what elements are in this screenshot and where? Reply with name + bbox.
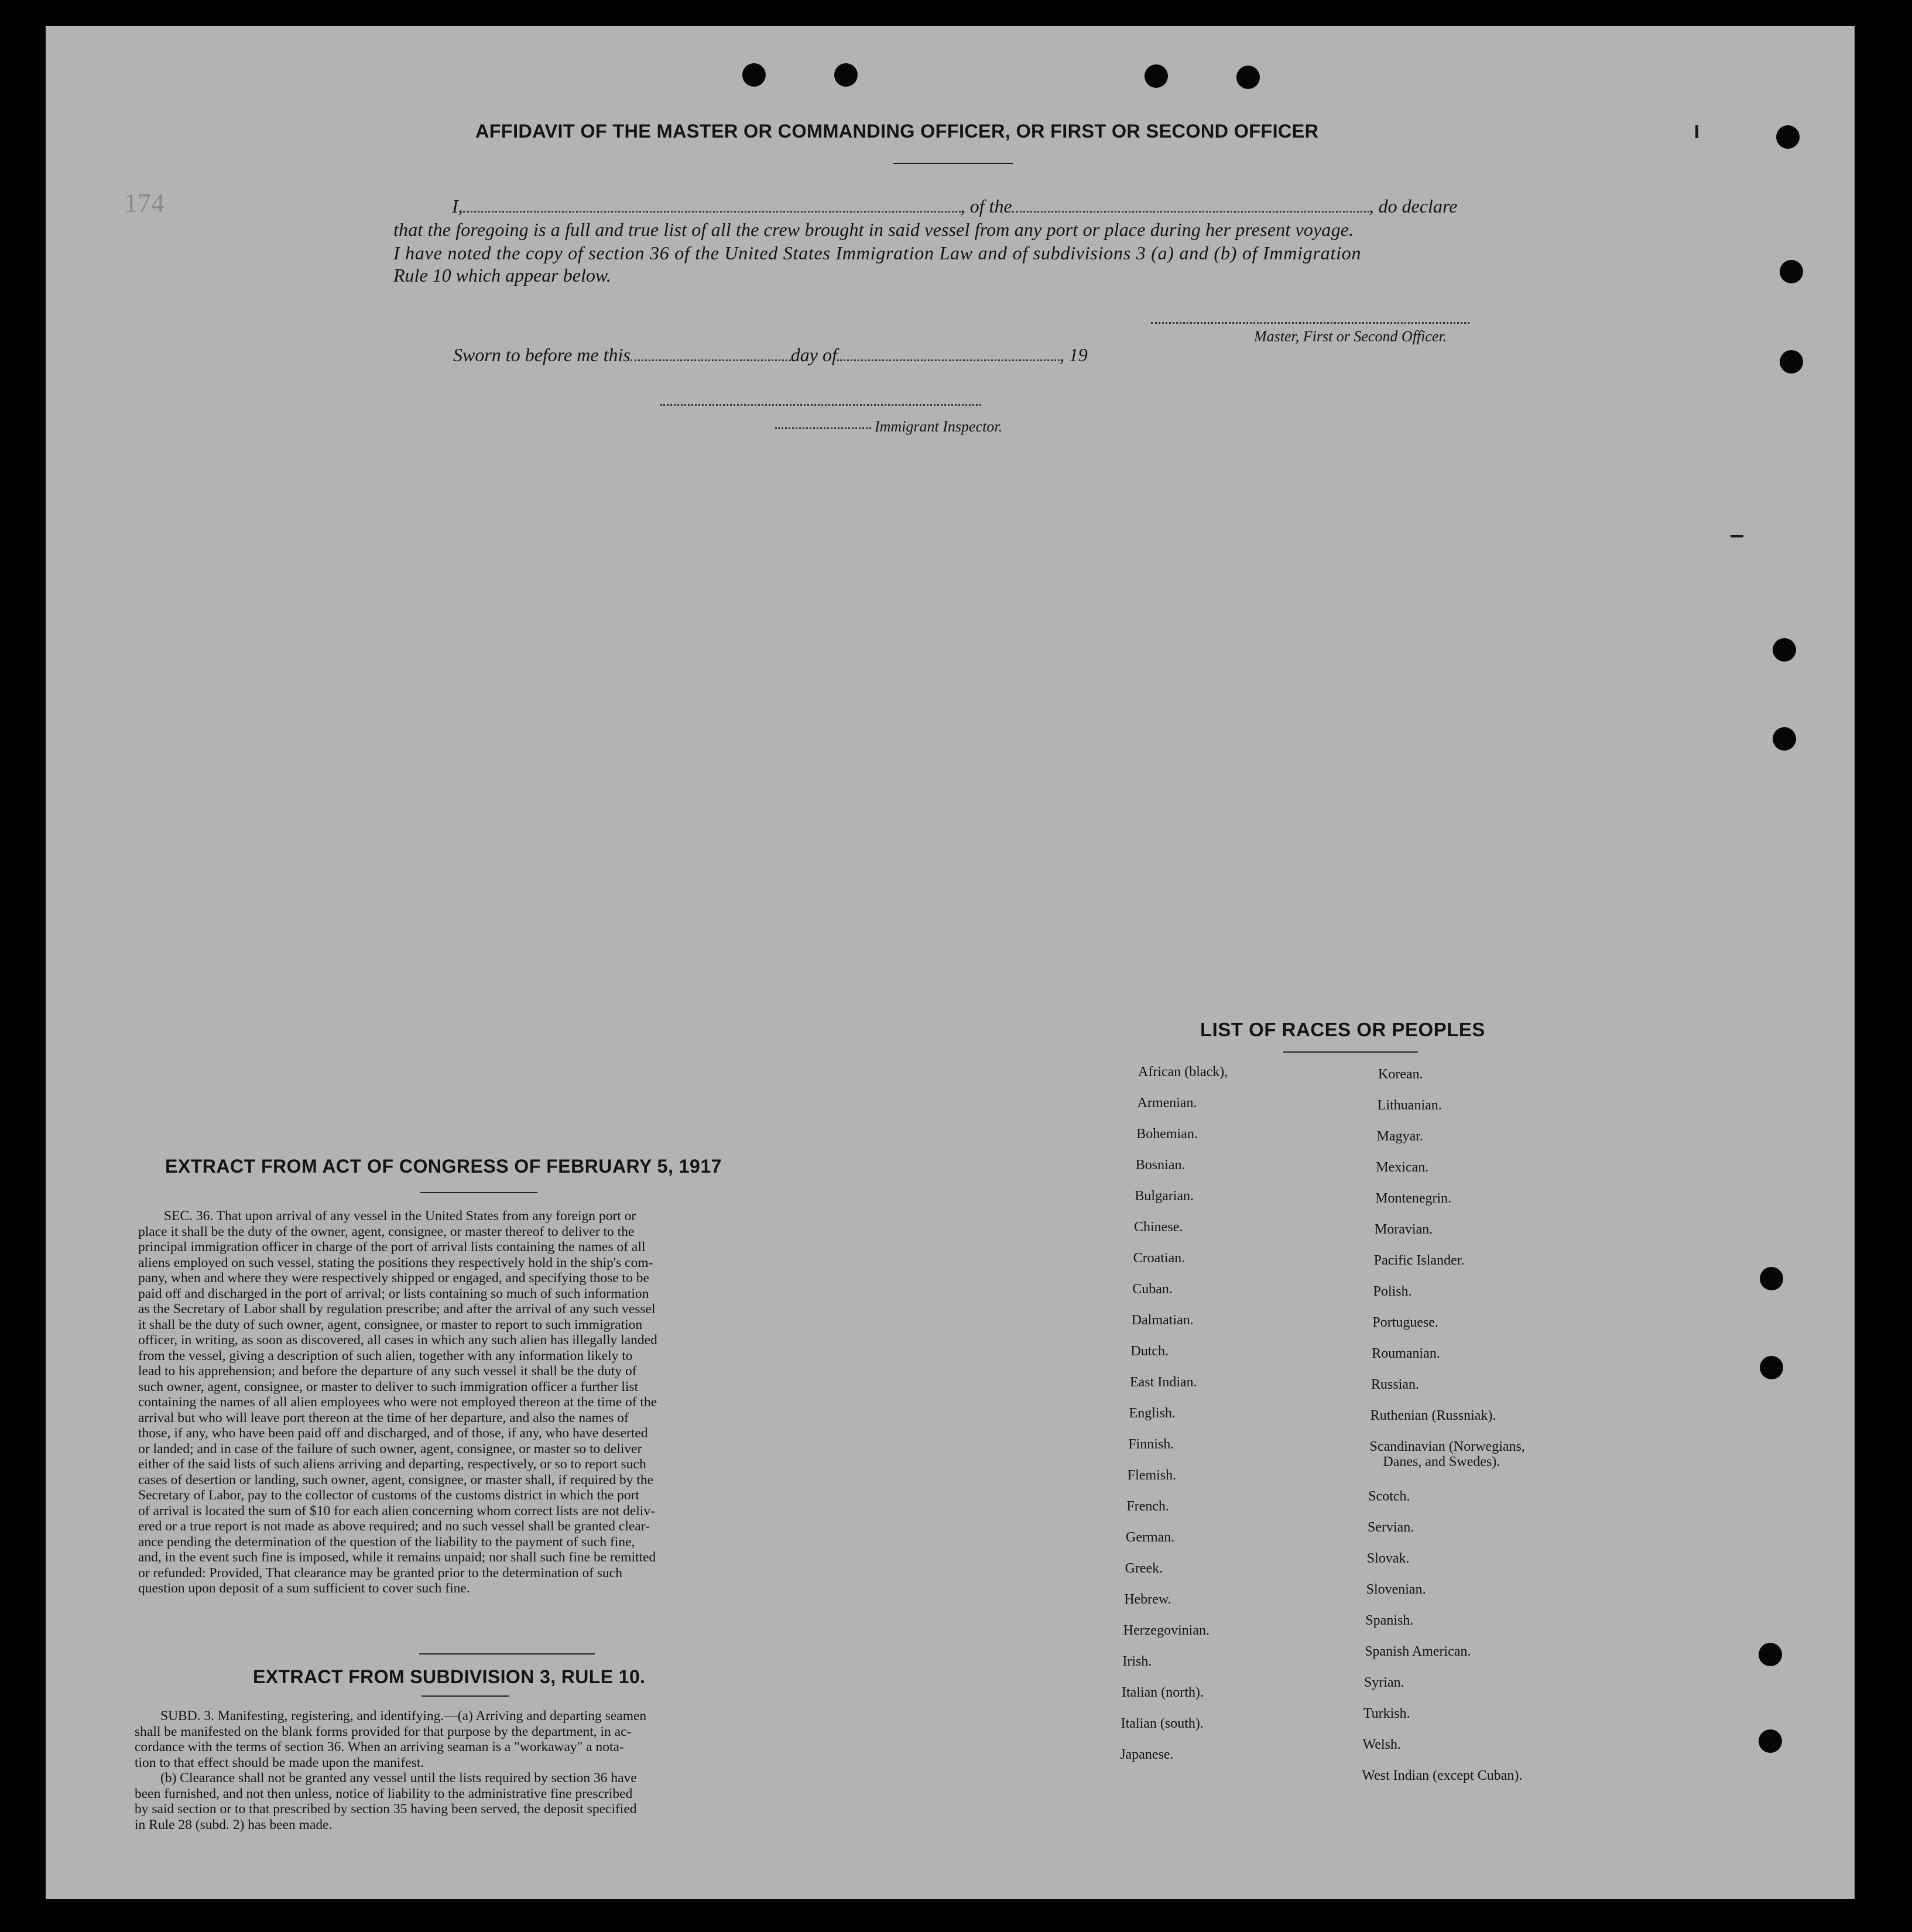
text-line: SUBD. 3. Manifesting, registering, and identifying.—(a) Arriving and departing seamen	[160, 1708, 647, 1724]
text-line: shall be manifested on the blank forms provided for that purpose by the department, in ac-	[135, 1724, 632, 1739]
punch-hole	[834, 63, 858, 87]
text-line: in Rule 28 (subd. 2) has been made.	[135, 1817, 333, 1832]
race-item: Servian.	[1368, 1520, 1414, 1535]
race-item: Cuban.	[1132, 1282, 1173, 1297]
text-line: question upon deposit of a sum sufficient to cover such fine.	[138, 1581, 470, 1596]
text-line: lead to his apprehension; and before the departure of any such vessel it shall be the duty of	[138, 1364, 637, 1379]
text-line: those, if any, who have been paid off and discharged, and of those, if any, who have deserted	[138, 1426, 648, 1441]
affidavit-line4: Rule 10 which appear below.	[393, 265, 611, 286]
affidavit-line1	[393, 196, 1517, 217]
race-item: Portuguese.	[1372, 1315, 1439, 1330]
race-item: Scotch.	[1368, 1489, 1410, 1504]
rule-heading-rule	[422, 1695, 509, 1697]
affidavit-heading: AFFIDAVIT OF THE MASTER OR COMMANDING OFFICER, OR FIRST OR SECOND OFFICER	[475, 121, 1319, 142]
affidavit-line3: I have noted the copy of section 36 of the United States Immigration Law and of subdivisions 3 (a) and (b) of Immigration	[393, 242, 1362, 263]
act-section-36-text	[138, 1208, 817, 1597]
punch-hole	[1780, 260, 1803, 283]
race-item: Japanese.	[1120, 1747, 1174, 1762]
race-item: Bosnian.	[1135, 1157, 1185, 1173]
text-line: ance pending the determination of the question of the liability to the payment of such fine,	[138, 1534, 635, 1550]
text-line: or refunded: Provided, That clearance may be granted prior to the determination of such	[138, 1565, 622, 1581]
act-heading-rule	[420, 1192, 537, 1193]
text-line: pany, when and where they were respectively shipped or engaged, and specifying those to be	[138, 1270, 649, 1286]
race-item: Danes, and Swedes).	[1383, 1454, 1500, 1469]
race-item: Turkish.	[1363, 1706, 1410, 1721]
text-line: such owner, agent, consignee, or master to deliver to such immigration officer a further list	[138, 1379, 639, 1395]
race-item: Korean.	[1378, 1067, 1423, 1082]
race-item: Dalmatian.	[1131, 1313, 1194, 1328]
sworn-part-c: , 19	[1059, 344, 1088, 365]
line1-part-a: I,	[452, 196, 463, 217]
text-line: (b) Clearance shall not be granted any vessel until the lists required by section 36 have	[160, 1770, 637, 1786]
race-item: Bulgarian.	[1135, 1188, 1194, 1204]
punch-hole	[1773, 727, 1796, 751]
race-item: English.	[1129, 1406, 1176, 1421]
text-line: cordance with the terms of section 36. When an arriving seaman is a "workaway" a nota-	[135, 1739, 624, 1755]
text-line: ered or a true report is not made as above required; and no such vessel shall be granted clear-	[138, 1519, 650, 1534]
punch-hole	[1780, 350, 1803, 374]
race-item: Slovenian.	[1366, 1582, 1426, 1597]
race-item: Roumanian.	[1372, 1346, 1440, 1361]
punch-hole	[1760, 1356, 1783, 1379]
text-line: SEC. 36. That upon arrival of any vessel in the United States from any foreign port or	[164, 1208, 636, 1224]
race-item: German.	[1126, 1530, 1175, 1545]
race-item: Chinese.	[1134, 1220, 1183, 1235]
inspector-signature-line[interactable]	[660, 404, 981, 406]
heading-rule	[893, 163, 1013, 164]
races-heading-rule	[1283, 1051, 1418, 1053]
race-item: Armenian.	[1137, 1095, 1197, 1111]
punch-hole	[1759, 1643, 1782, 1666]
rule-10-text	[135, 1708, 808, 1832]
race-item: Spanish American.	[1365, 1644, 1471, 1659]
rule-heading: EXTRACT FROM SUBDIVISION 3, RULE 10.	[253, 1666, 646, 1687]
text-line: arrival but who will leave port thereon at the time of her departure, and also the names of	[138, 1410, 629, 1426]
race-item: Slovak.	[1366, 1551, 1410, 1566]
signature-label: Master, First or Second Officer.	[1254, 328, 1447, 345]
race-item: Moravian.	[1375, 1222, 1433, 1237]
blank-name[interactable]	[463, 200, 961, 213]
race-item: Montenegrin.	[1375, 1191, 1452, 1206]
inspector-dots	[775, 427, 871, 429]
text-line: cases of desertion or landing, such owner, agent, consignee, or master shall, if required by the	[138, 1472, 654, 1488]
race-item: Polish.	[1373, 1284, 1412, 1299]
race-item: Welsh.	[1362, 1737, 1401, 1752]
races-heading: LIST OF RACES OR PEOPLES	[1200, 1019, 1485, 1040]
race-item: East Indian.	[1130, 1375, 1197, 1390]
text-line: from the vessel, giving a description of such alien, together with any information likely to	[138, 1348, 633, 1364]
ink-speck	[1695, 125, 1698, 138]
act-end-rule	[419, 1653, 595, 1654]
text-line: it shall be the duty of such owner, agent, consignee, or master to report to such immigration	[138, 1317, 643, 1332]
race-item: Flemish.	[1127, 1468, 1177, 1483]
race-item: Finnish.	[1128, 1437, 1174, 1452]
punch-hole	[1776, 125, 1800, 149]
document-sheet	[46, 26, 1855, 1899]
punch-hole	[1145, 64, 1168, 88]
race-item: Italian (south).	[1121, 1716, 1204, 1731]
punch-hole	[742, 63, 766, 87]
sworn-part-b: day of	[790, 344, 837, 365]
race-item: Russian.	[1371, 1377, 1420, 1392]
race-item: Pacific Islander.	[1373, 1253, 1465, 1268]
text-line: of arrival is located the sum of $10 for each alien concerning whom correct lists are not deliv-	[138, 1503, 655, 1519]
text-line: been furnished, and not then unless, notice of liability to the administrative fine prescribed	[135, 1786, 633, 1801]
text-line: tion to that effect should be made upon the manifest.	[135, 1755, 424, 1770]
text-line: as the Secretary of Labor shall by regulation prescribe; and after the arrival of any such vessel	[138, 1301, 656, 1317]
race-item: West Indian (except Cuban).	[1362, 1768, 1523, 1783]
race-item: Italian (north).	[1122, 1685, 1204, 1700]
text-line: place it shall be the duty of the owner, agent, consignee, or master thereof to deliver to the	[138, 1224, 635, 1239]
race-item: Lithuanian.	[1377, 1098, 1442, 1113]
race-item: French.	[1126, 1499, 1170, 1514]
blank-month[interactable]	[837, 349, 1060, 361]
race-item: Mexican.	[1376, 1160, 1429, 1175]
text-line: officer, in writing, as soon as discovered, all cases in which any such alien has illegally landed	[138, 1332, 657, 1348]
text-line: either of the said lists of such aliens arriving and departing, respectively, or so to report such	[138, 1457, 646, 1472]
text-line: containing the names of all alien employees who were not employed thereon at the time of the	[138, 1395, 657, 1410]
race-item: Scandinavian (Norwegians,	[1369, 1439, 1525, 1454]
race-item: African (black),	[1138, 1064, 1228, 1080]
text-line: or landed; and in case of the failure of such owner, agent, consignee, or master so to deliver	[138, 1441, 642, 1457]
race-item: Hebrew.	[1124, 1592, 1171, 1607]
blank-day[interactable]	[631, 349, 791, 361]
race-item: Bohemian.	[1136, 1126, 1198, 1142]
race-item: Syrian.	[1364, 1675, 1404, 1690]
inspector-label: Immigrant Inspector.	[875, 418, 1003, 435]
text-line: by said section or to that prescribed by section 35 having been served, the deposit specified	[135, 1801, 637, 1817]
blank-vessel[interactable]	[1012, 200, 1369, 213]
act-heading: EXTRACT FROM ACT OF CONGRESS OF FEBRUARY 5, 1917	[165, 1156, 722, 1177]
race-item: Spanish.	[1365, 1613, 1414, 1628]
ink-speck	[1731, 535, 1743, 537]
text-line: principal immigration officer in charge of the port of arrival lists containing the names of all	[138, 1239, 646, 1255]
punch-hole	[1773, 638, 1796, 662]
text-line: and, in the event such fine is imposed, while it remains unpaid; nor shall such fine be remitted	[138, 1550, 656, 1565]
race-item: Croatian.	[1133, 1251, 1185, 1266]
race-item: Ruthenian (Russniak).	[1370, 1408, 1496, 1423]
text-line: aliens employed on such vessel, stating the positions they respectively hold in the ship's com-	[138, 1255, 653, 1270]
line1-part-c: , do declare	[1369, 196, 1458, 217]
margin-number: 174	[124, 188, 165, 218]
signature-line[interactable]	[1151, 322, 1469, 324]
punch-hole	[1236, 66, 1260, 89]
text-line: Secretary of Labor, pay to the collector of customs of the customs district in which the port	[138, 1488, 639, 1503]
sworn-part-a: Sworn to before me this	[453, 344, 631, 365]
line1-part-b: , of the	[960, 196, 1012, 217]
race-item: Herzegovinian.	[1123, 1623, 1210, 1638]
affidavit-line2: that the foregoing is a full and true list of all the crew brought in said vessel from any port or place during her present voyage.	[393, 219, 1354, 240]
race-item: Magyar.	[1376, 1129, 1423, 1144]
text-line: paid off and discharged in the port of arrival; or lists containing so much of such information	[138, 1286, 649, 1301]
race-item: Irish.	[1122, 1654, 1152, 1669]
punch-hole	[1760, 1267, 1783, 1290]
punch-hole	[1759, 1729, 1782, 1753]
sworn-line	[453, 344, 1088, 366]
race-item: Greek.	[1125, 1561, 1163, 1576]
race-item: Dutch.	[1130, 1344, 1169, 1359]
